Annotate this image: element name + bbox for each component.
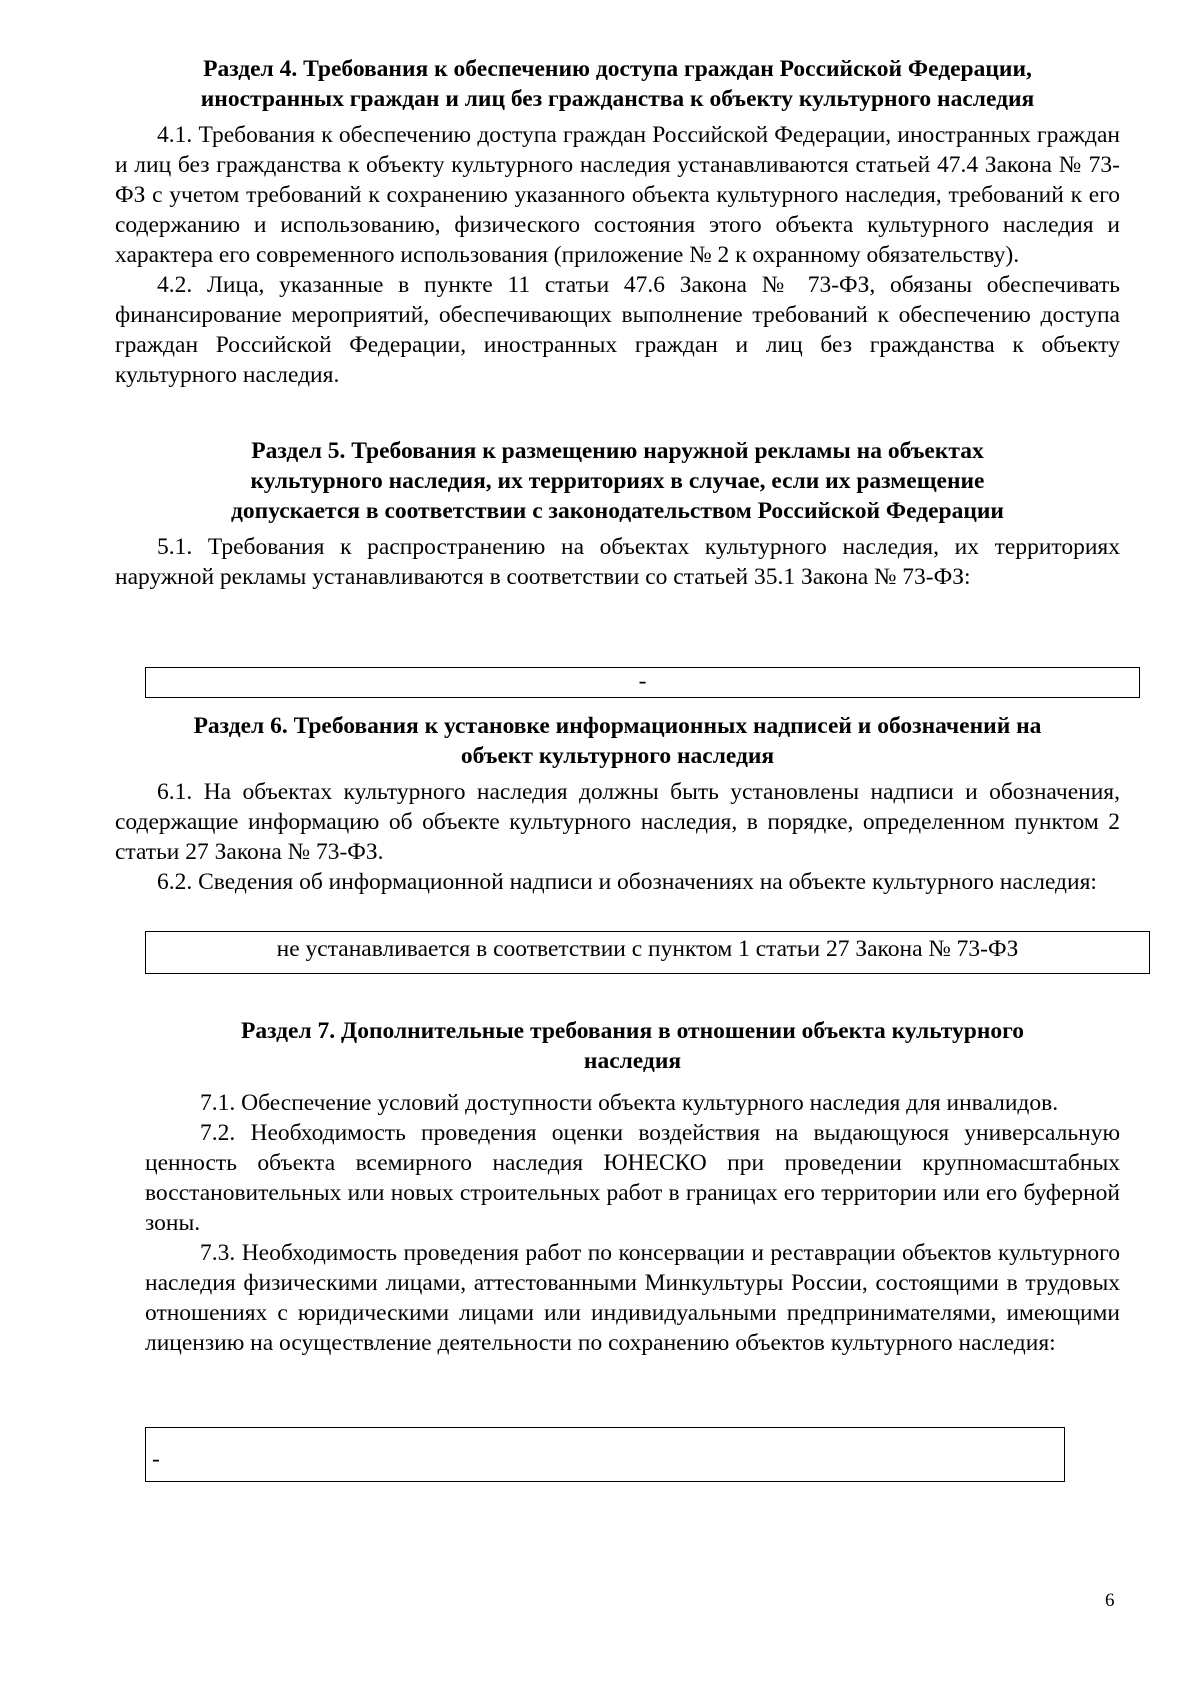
conservation-requirements-value: - (152, 1446, 160, 1472)
section-4-heading-line-2: иностранных граждан и лиц без гражданства к объекту культурного наследия (200, 86, 1035, 112)
section-5-heading-line-2: культурного наследия, их территориях в случае, если их размещение (250, 468, 985, 494)
informational-inscription-value: не устанавливается в соответствии с пунктом 1 статьи 27 Закона № 73-ФЗ (276, 936, 1019, 962)
paragraph-5-1: 5.1. Требования к распространению на объектах культурного наследия, их территориях наружной рекламы устанавливаются в соответствии со статьей 35.1 Закона № 73-ФЗ: (115, 534, 1120, 590)
conservation-requirements-box (145, 1427, 1065, 1482)
section-4-heading-line-1: Раздел 4. Требования к обеспечению доступа граждан Российской Федерации, (203, 56, 1032, 82)
paragraph-6-1: 6.1. На объектах культурного наследия должны быть установлены надписи и обозначения, содержащие информацию об объекте культурного наследия, в порядке, определенном пунктом 2 статьи 27 Закона № 73-ФЗ. (115, 779, 1120, 865)
section-5-heading-line-3: допускается в соответствии с законодательством Российской Федерации (231, 498, 1004, 524)
paragraph-7-3: 7.3. Необходимость проведения работ по консервации и реставрации объектов культурного наследия физическими лицами, аттестованными Минкультуры России, состоящими в трудовых отношениях с юридическими лицами или индивидуальными предпринимателями, имеющими лицензию на осуществление деятельности по сохранению объектов культурного наследия: (145, 1240, 1120, 1356)
advertising-requirements-value: - (638, 668, 647, 694)
section-7 (145, 1016, 1120, 1358)
section-6-heading-line-2: объект культурного наследия (460, 743, 775, 769)
section-4 (115, 54, 1120, 390)
section-5 (115, 436, 1120, 592)
section-7-heading (145, 1016, 1120, 1076)
section-4-heading (115, 54, 1120, 114)
informational-inscription-box (145, 931, 1150, 974)
advertising-requirements-box (145, 667, 1140, 698)
section-7-heading-line-1: Раздел 7. Дополнительные требования в отношении объекта культурного (241, 1018, 1024, 1044)
section-6-heading (115, 711, 1120, 771)
page-number: 6 (1105, 1590, 1115, 1611)
paragraph-6-2: 6.2. Сведения об информационной надписи и обозначениях на объекте культурного наследия: (157, 869, 1097, 895)
paragraph-4-2: 4.2. Лица, указанные в пункте 11 статьи 47.6 Закона № 73-ФЗ, обязаны обеспечивать финансирование мероприятий, обеспечивающих выполнение требований к обеспечению доступа граждан Российской Федерации, иностранных граждан и лиц без гражданства к объекту культурного наследия. (115, 272, 1120, 388)
paragraph-4-1: 4.1. Требования к обеспечению доступа граждан Российской Федерации, иностранных граждан и лиц без гражданства к объекту культурного наследия устанавливаются статьей 47.4 Закона № 73-ФЗ с учетом требований к сохранению указанного объекта культурного наследия, требований к его содержанию и использованию, физического состояния этого объекта культурного наследия и характера его современного использования (приложение № 2 к охранному обязательству). (115, 122, 1120, 268)
paragraph-7-1: 7.1. Обеспечение условий доступности объекта культурного наследия для инвалидов. (200, 1090, 1059, 1116)
section-7-heading-line-2: наследия (583, 1048, 682, 1074)
section-6-heading-line-1: Раздел 6. Требования к установке информационных надписей и обозначений на (193, 713, 1042, 739)
section-5-heading-line-1: Раздел 5. Требования к размещению наружной рекламы на объектах (251, 438, 984, 464)
paragraph-7-2: 7.2. Необходимость проведения оценки воздействия на выдающуюся универсальную ценность объекта всемирного наследия ЮНЕСКО при проведении крупномасштабных восстановительных или новых строительных работ в границах его территории или его буферной зоны. (145, 1120, 1120, 1236)
section-5-heading (115, 436, 1120, 526)
section-6 (115, 711, 1120, 897)
